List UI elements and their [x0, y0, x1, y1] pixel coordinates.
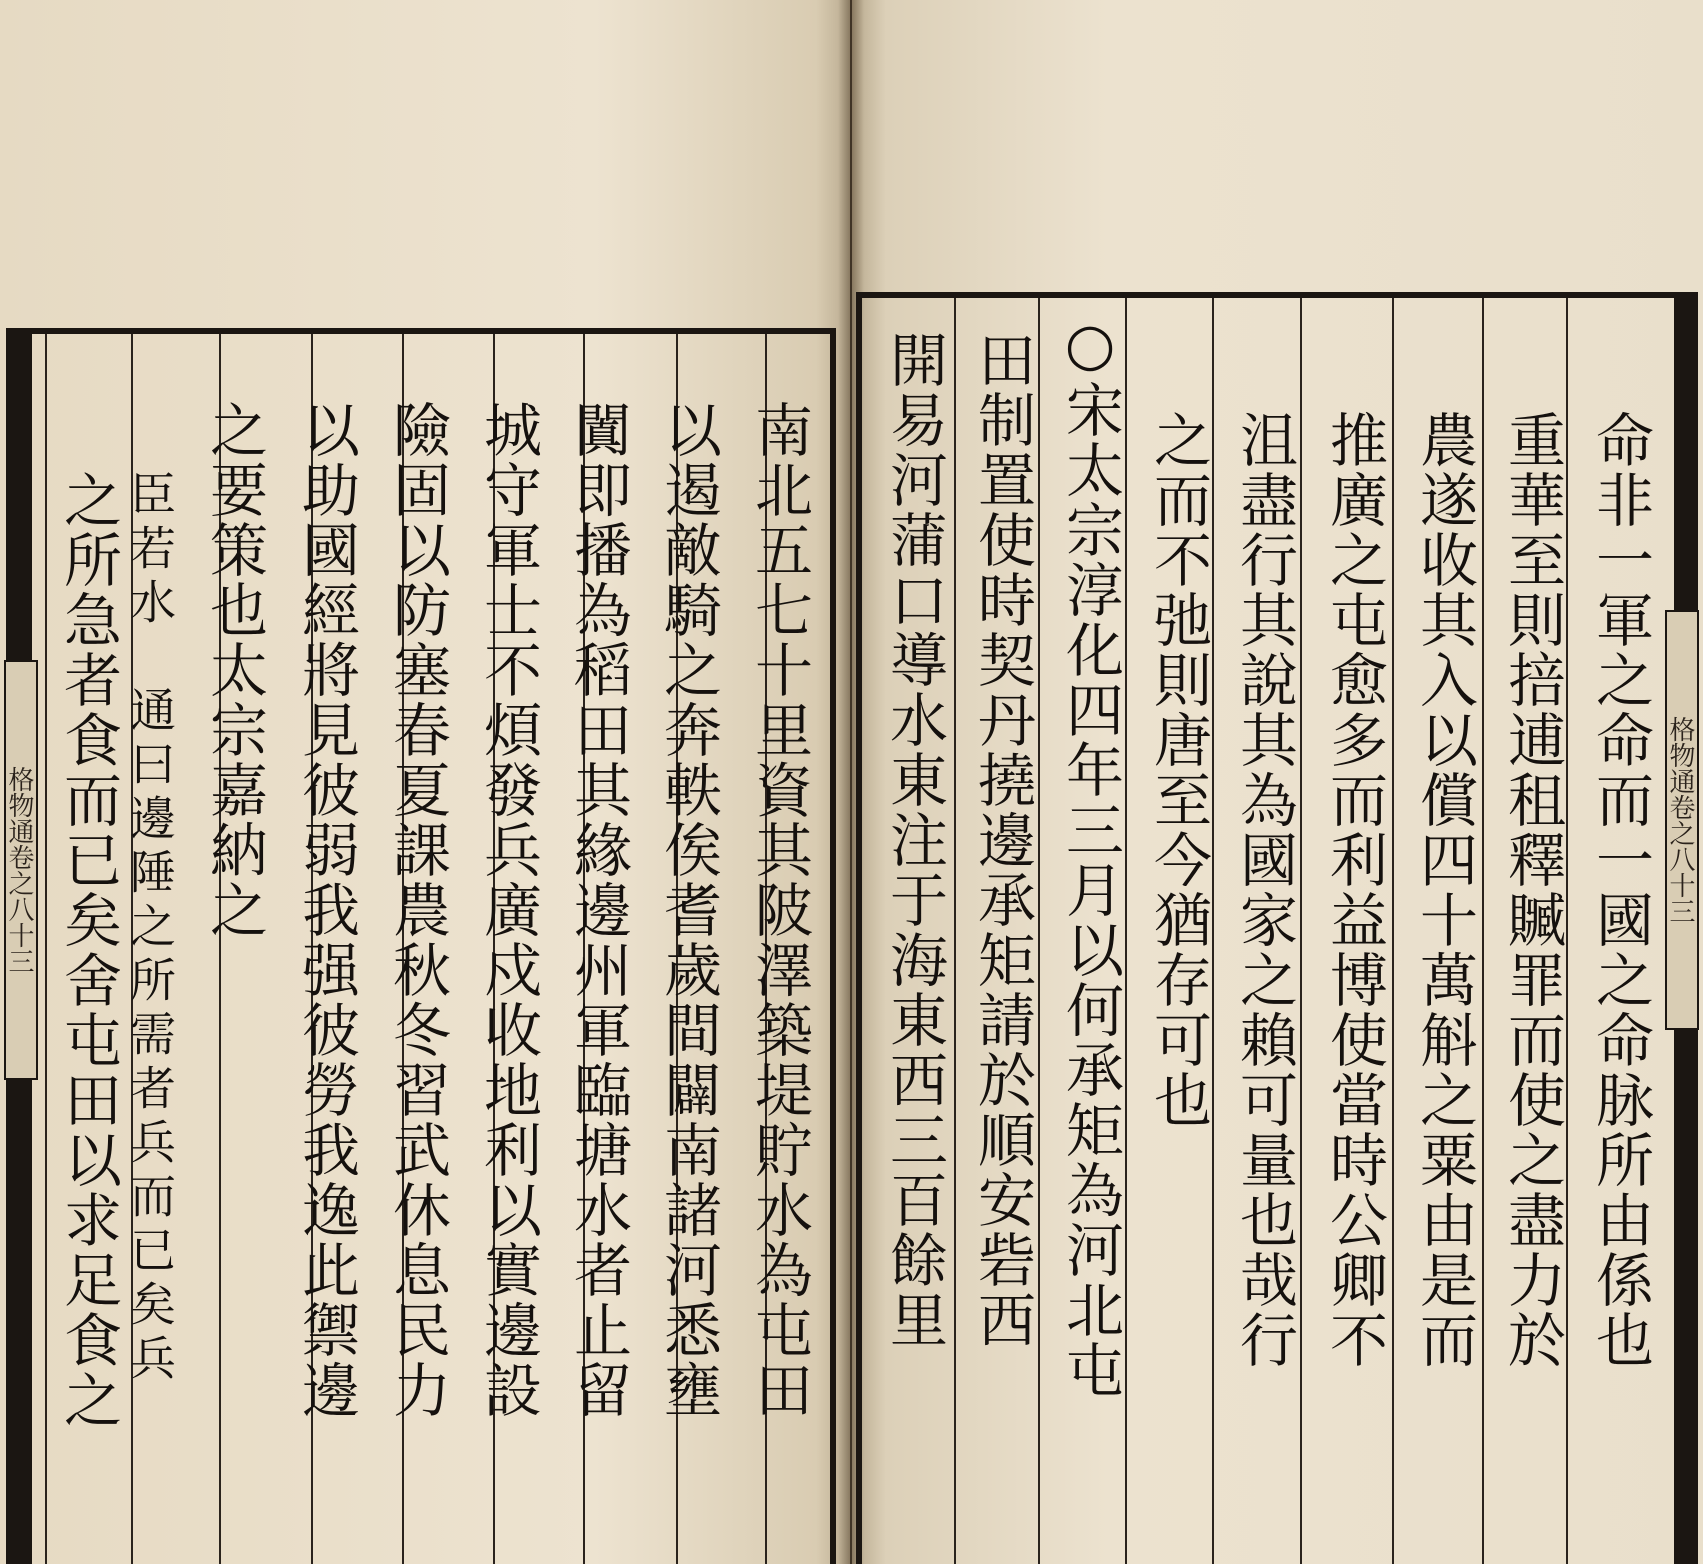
text-column: 城守軍士不煩發兵廣戍收地利以實邊設	[474, 400, 542, 1420]
left-page-margin-label: 格物通卷之八十三	[4, 660, 38, 1080]
commentary-column: 臣若水 通曰邊陲之所需者兵而已矣兵	[123, 470, 177, 1388]
text-column: 沮盡行其說其為國家之賴可量也哉行	[1230, 410, 1298, 1370]
text-column: 命非一軍之命而一國之命脉所由係也	[1586, 410, 1654, 1370]
text-column: 農遂收其入以償四十萬斛之粟由是而	[1410, 410, 1478, 1370]
text-column: 開易河蒲口導水東注于海東西三百餘里	[880, 330, 948, 1350]
text-column: 以遏敵騎之奔軼俟耆歲間闢南諸河悉壅	[654, 400, 722, 1420]
text-column: 推廣之屯愈多而利益博使當時公卿不	[1320, 410, 1388, 1370]
column-rule	[45, 334, 47, 1564]
text-column: 險固以防塞春夏課農秋冬習武休息民力	[383, 400, 451, 1420]
text-column: 闐即播為稻田其緣邊州軍臨塘水者止留	[564, 400, 632, 1420]
right-page-margin-label: 格物通卷之八十三	[1665, 610, 1699, 1030]
text-column: 田制置使時契丹撓邊承矩請於順安砦西	[968, 330, 1036, 1350]
text-column: 之要策也太宗嘉納之	[200, 400, 268, 940]
text-column: 重華至則掊逋租釋贓罪而使之盡力於	[1498, 410, 1566, 1370]
text-column: 南北五七十里資其陂澤築堤貯水為屯田	[745, 400, 813, 1420]
column-rule	[954, 298, 956, 1564]
text-column: 以助國經將見彼弱我强彼勞我逸此禦邊	[292, 400, 360, 1420]
text-column: ○宋太宗淳化四年三月以何承矩為河北屯	[1056, 310, 1124, 1400]
text-column: 之所急者食而已矣舍屯田以求足食之	[54, 470, 122, 1430]
text-column: 之而不弛則唐至今猶存可也	[1144, 410, 1212, 1130]
